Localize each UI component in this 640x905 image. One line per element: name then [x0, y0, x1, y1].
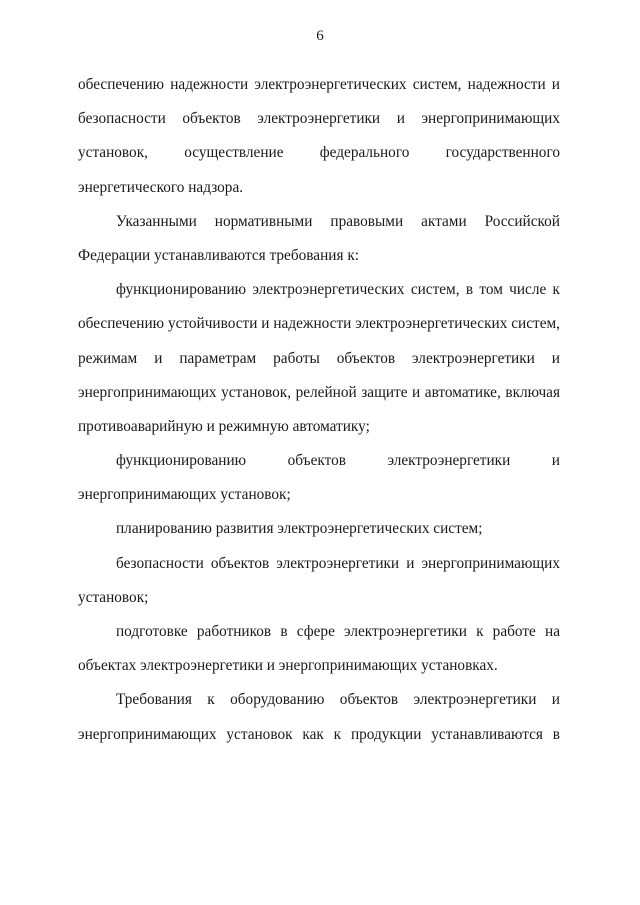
- text-line: Федерации устанавливаются требования к:: [78, 246, 360, 264]
- text-line: планированию развития электроэнергетических систем;: [116, 520, 483, 538]
- text-line: установок, осуществление федерального государственного: [78, 144, 560, 162]
- page-number: 6: [316, 28, 324, 44]
- text-line: энергопринимающих установок;: [78, 486, 291, 504]
- text-line: противоаварийную и режимную автоматику;: [78, 417, 370, 435]
- document-body: [78, 68, 560, 752]
- text-line: режимам и параметрам работы объектов электроэнергетики и: [78, 349, 560, 367]
- text-line: энергетического надзора.: [78, 178, 244, 196]
- text-line: Требования к оборудованию объектов электроэнергетики и: [116, 691, 560, 709]
- text-line: подготовке работников в сфере электроэнергетики к работе на: [116, 623, 560, 640]
- text-line: установок;: [78, 588, 149, 606]
- text-line: обеспечению устойчивости и надежности электроэнергетических систем,: [78, 315, 560, 333]
- text-line: Указанными нормативными правовыми актами Российской: [116, 212, 560, 230]
- text-line: функционированию электроэнергетических систем, в том числе к: [116, 281, 560, 299]
- text-line: функционированию объектов электроэнергетики и: [116, 452, 560, 470]
- text-line: объектах электроэнергетики и энергопринимающих установках.: [78, 657, 498, 675]
- text-line: энергопринимающих установок как к продукции устанавливаются в: [78, 725, 560, 743]
- text-line: безопасности объектов электроэнергетики и энергопринимающих: [78, 110, 560, 128]
- text-line: энергопринимающих установок, релейной защите и автоматике, включая: [78, 383, 560, 401]
- text-line: обеспечению надежности электроэнергетических систем, надежности и: [78, 76, 560, 93]
- text-line: безопасности объектов электроэнергетики и энергопринимающих: [116, 554, 560, 572]
